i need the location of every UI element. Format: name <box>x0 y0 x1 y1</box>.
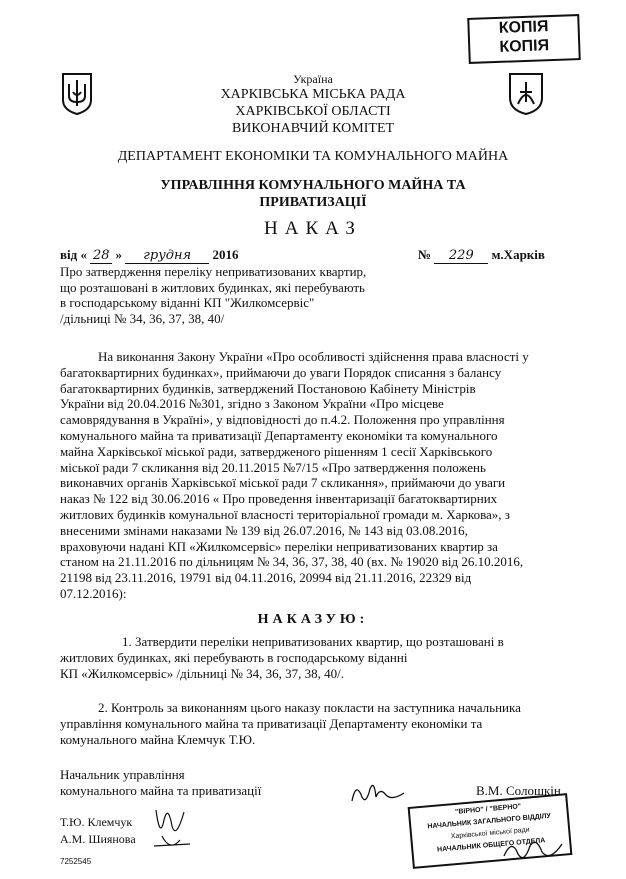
copy-stamp-line2: КОПІЯ <box>499 37 550 56</box>
preamble-line: станом на 21.11.2016 по дільницям № 34, 36, 37, 38, 40 (вх. № 19020 від 26.10.2016, <box>60 554 524 570</box>
stamp-line1: "ВІРНО" / "ВЕРНО" <box>454 803 522 816</box>
stamp-line2: НАЧАЛЬНИК ЗАГАЛЬНОГО ВІДДІЛУ <box>427 812 552 831</box>
preamble-line: майна Харківської міської ради, затвердженого рішенням 1 сесії Харківського <box>60 443 493 459</box>
approval-name: Т.Ю. Клемчук <box>60 815 133 829</box>
number-line <box>418 247 545 264</box>
preamble-line: 07.12.2016): <box>60 585 127 601</box>
approvals-block <box>60 814 136 848</box>
header-region: ХАРКІВСЬКОЇ ОБЛАСТІ <box>235 104 391 119</box>
order-number: 229 <box>434 248 488 264</box>
director-signature <box>346 775 408 809</box>
doc-type-title: НАКАЗ <box>264 218 362 239</box>
date-line <box>60 247 238 264</box>
subject-line: /дільниці № 34, 36, 37, 38, 40/ <box>60 310 225 326</box>
preamble-line: внесеними змінами наказами № 139 від 26.07.2016, № 143 від 03.08.2016, <box>60 522 468 538</box>
preamble-line: міської ради 7 скликання від 20.11.2015 №7/15 «Про затвердження положень <box>60 459 486 475</box>
stamp-line3: Харківської міської ради <box>450 826 530 841</box>
date-month: грудня <box>125 248 209 264</box>
preamble-line: На виконання Закону України «Про особливості здійснення права власності у <box>98 349 529 364</box>
preamble-line: багатоквартирних будинків, затверджений Постановою Кабінету Міністрів <box>60 380 476 396</box>
preamble-line: житлових будинків комунальної власності територіальної громади м. Харкова», з <box>60 506 510 522</box>
header-council: ХАРКІВСЬКА МІСЬКА РАДА <box>220 87 406 102</box>
subject-block <box>60 264 420 326</box>
date-day: 28 <box>90 248 112 264</box>
copy-stamp-line1: КОПІЯ <box>498 18 549 37</box>
header-division-line2: ПРИВАТИЗАЦІЇ <box>259 195 367 210</box>
preamble-line: комунального майна та приватизації Департаменту економіки та комунального <box>60 427 498 443</box>
signatory-title <box>60 767 261 799</box>
approval-signature <box>150 800 194 856</box>
header-department: ДЕПАРТАМЕНТ ЕКОНОМІКИ ТА КОМУНАЛЬНОГО МАЙНА <box>117 149 509 164</box>
order-item-1 <box>60 634 584 681</box>
item1-line: 1. Затвердити переліки неприватизованих квартир, що розташовані в <box>122 634 504 649</box>
copy-stamp <box>467 14 581 64</box>
date-year: 2016 <box>212 247 239 262</box>
item1-line: житлових будинках, які перебувають в господарському віданні <box>60 649 408 665</box>
preamble-line: наказ № 122 від 30.06.2016 « Про проведення інвентаризації багатоквартирних <box>60 491 498 507</box>
subject-line: Про затвердження переліку неприватизованих квартир, <box>60 264 367 279</box>
order-city: м.Харків <box>491 247 545 262</box>
subject-line: в господарському віданні КП "Жилкомсервіс" <box>60 295 315 311</box>
preamble-line: самоврядування в Україні», у відповідності до п.4.2. Положення про управління <box>60 412 505 428</box>
header-country: Україна <box>293 72 333 86</box>
order-item-2 <box>60 700 584 747</box>
order-heading: НАКАЗУЮ: <box>257 612 369 627</box>
preamble-paragraph <box>60 349 584 602</box>
header-committee: ВИКОНАВЧИЙ КОМІТЕТ <box>231 121 395 136</box>
preamble-line: враховуючи надані КП «Жилкомсервіс» переліки неприватизованих квартир за <box>60 538 498 554</box>
stamp-signature <box>500 834 566 866</box>
subject-line: що розташовані в житлових будинках, які перебувають <box>60 279 365 295</box>
stamp-line4: НАЧАЛЬНИК ОБЩЕГО ОТДЕЛА <box>436 837 546 854</box>
preamble-line: виконавчих органів Харківської міської ради 7 скликання», приймаючи до уваги <box>60 475 506 491</box>
approval-name: А.М. Шиянова <box>60 832 136 846</box>
date-prefix: від « <box>60 247 87 262</box>
preamble-line: України від 20.04.2016 №301, згідно з Законом України «Про місцеве <box>60 396 444 412</box>
number-prefix: № <box>418 247 432 262</box>
preamble-line: багатоквартирних будинках», приймаючи до уваги Порядок списання з балансу <box>60 364 502 380</box>
item2-line: управління комунального майна та приватизації Департаменту економіки та <box>60 715 483 731</box>
item2-line: 2. Контроль за виконанням цього наказу покласти на заступника начальника <box>98 700 521 715</box>
header-division-line1: УПРАВЛІННЯ КОМУНАЛЬНОГО МАЙНА ТА <box>160 178 466 193</box>
signatory-name: В.М. Солошкін <box>476 783 561 798</box>
preamble-line: 21198 від 23.11.2016, 19791 від 04.11.2016, 20994 від 21.11.2016, 22329 від <box>60 570 472 586</box>
signatory-title-line1: Начальник управління <box>60 767 185 782</box>
reference-number: 7252545 <box>60 857 92 866</box>
item2-line: комунального майна Клемчук Т.Ю. <box>60 731 256 747</box>
item1-line: КП «Жилкомсервіс» /дільниці № 34, 36, 37, 38, 40/. <box>60 665 345 681</box>
signatory-title-line2: комунального майна та приватизації <box>60 783 262 798</box>
date-separator: » <box>115 247 122 262</box>
